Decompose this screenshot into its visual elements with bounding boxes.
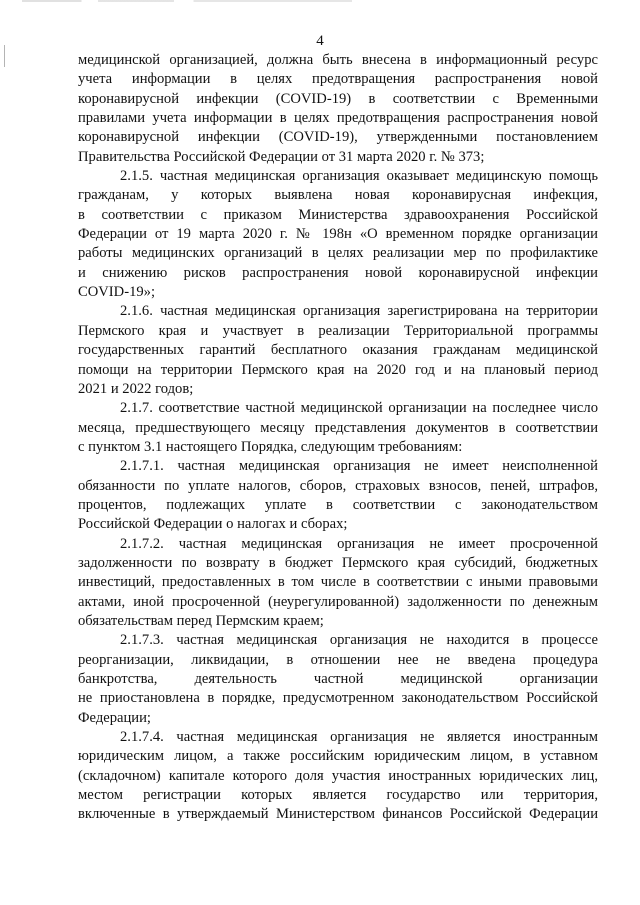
document-line-01: медицинской организацией, должна быть внесена в информационный ресурс [78, 52, 598, 68]
paragraph-2-1-7-line-2: месяца, предшествующего месяцу представления документов в соответствии [78, 419, 598, 436]
document-text [78, 51, 598, 825]
paragraph-2-1-6-line-2: Пермского края и участвует в реализации Территориальной программы [78, 322, 598, 339]
paragraph-2-1-5-line-2: гражданам, у которых выявлена новая коронавирусная инфекция, [78, 187, 598, 204]
paragraph-2-1-6-line-1: 2.1.6. частная медицинская организация зарегистрирована на территории [120, 303, 598, 320]
paragraph-2-1-7-4-line-4: местом регистрации которых является государство или территория, [78, 787, 598, 804]
paragraph-2-1-7-line-3: с пунктом 3.1 настоящего Порядка, следующим требованиям: [78, 438, 463, 455]
paragraph-2-1-7-1-line-2: обязанности по уплате налогов, сборов, страховых взносов, пеней, штрафов, [78, 477, 598, 494]
paragraph-2-1-7-3-line-1: 2.1.7.3. частная медицинская организация не находится в процессе [120, 632, 598, 649]
paragraph-2-1-7-4-line-2: юридическим лицом, а также российским юридическим лицом, в уставном [78, 748, 598, 765]
paragraph-2-1-7-2-line-2: задолженности по возврату в бюджет Пермского края субсидий, бюджетных [78, 554, 598, 571]
document-line-05: коронавирусной инфекции (COVID-19), утвержденными постановлением [78, 129, 598, 146]
document-line-06: Правительства Российской Федерации от 31 марта 2020 г. № 373; [78, 148, 485, 165]
paragraph-2-1-5-line-7: COVID-19»; [78, 284, 156, 301]
paragraph-2-1-7-3-line-4: не приостановлена в порядке, предусмотренном законодательством Российской [78, 690, 598, 707]
paragraph-2-1-7-3-line-5: Федерации; [78, 709, 151, 726]
paragraph-2-1-5-line-3: в соответствии с приказом Министерства здравоохранения Российской [78, 206, 598, 223]
paragraph-2-1-5-line-6: и снижению рисков распространения новой коронавирусной инфекции [78, 264, 598, 281]
paragraph-2-1-7-2-line-4: актами, иной просроченной (неурегулированной) задолженности по денежным [78, 593, 598, 610]
paragraph-2-1-6-line-3: государственных гарантий бесплатного оказания гражданам медицинской [78, 342, 598, 359]
paragraph-2-1-7-2-line-5: обязательствам перед Пермским краем; [78, 612, 324, 629]
paragraph-2-1-7-1-line-3: процентов, подлежащих уплате в соответствии с законодательством [78, 496, 598, 513]
scan-top-mark [22, 0, 352, 2]
page-number: 4 [316, 33, 324, 49]
paragraph-2-1-6-line-4: помощи на территории Пермского края на 2020 год и на плановый период [78, 361, 598, 378]
paragraph-2-1-7-1-line-4: Российской Федерации о налогах и сборах; [78, 516, 348, 533]
paragraph-2-1-5-line-1: 2.1.5. частная медицинская организация оказывает медицинскую помощь [120, 168, 598, 185]
document-line-03: коронавирусной инфекции (COVID-19) в соответствии с Временными [78, 90, 598, 107]
paragraph-2-1-7-line-1: 2.1.7. соответствие частной медицинской организации на последнее число [120, 400, 598, 417]
paragraph-2-1-7-3-line-3: банкротства, деятельность частной медицинской организации [78, 671, 598, 687]
paragraph-2-1-6-line-5: 2021 и 2022 годов; [78, 380, 194, 397]
paragraph-2-1-5-line-4: Федерации от 19 марта 2020 г. № 198н «О временном порядке организации [78, 226, 598, 243]
paragraph-2-1-7-2-line-1: 2.1.7.2. частная медицинская организация не имеет просроченной [120, 535, 598, 552]
paragraph-2-1-7-1-line-1: 2.1.7.1. частная медицинская организация не имеет неисполненной [120, 458, 598, 475]
document-line-04: правилами учета информации в целях предотвращения распространения новой [78, 110, 598, 127]
paragraph-2-1-7-4-line-3: (складочном) капитале которого доля участия иностранных юридических лиц, [78, 767, 598, 784]
paragraph-2-1-7-3-line-2: реорганизации, ликвидации, в отношении нее не введена процедура [78, 651, 598, 668]
paragraph-2-1-7-4-line-1: 2.1.7.4. частная медицинская организация не является иностранным [120, 729, 598, 746]
paragraph-2-1-7-2-line-3: инвестиций, предоставленных в том числе в соответствии с иными правовыми [78, 574, 598, 591]
paragraph-2-1-7-4-line-5: включенные в утверждаемый Министерством финансов Российской Федерации [78, 806, 598, 823]
paragraph-2-1-5-line-5: работы медицинских организаций в целях реализации мер по профилактике [78, 245, 598, 262]
document-line-02: учета информации в целях предотвращения распространения новой [78, 71, 598, 88]
